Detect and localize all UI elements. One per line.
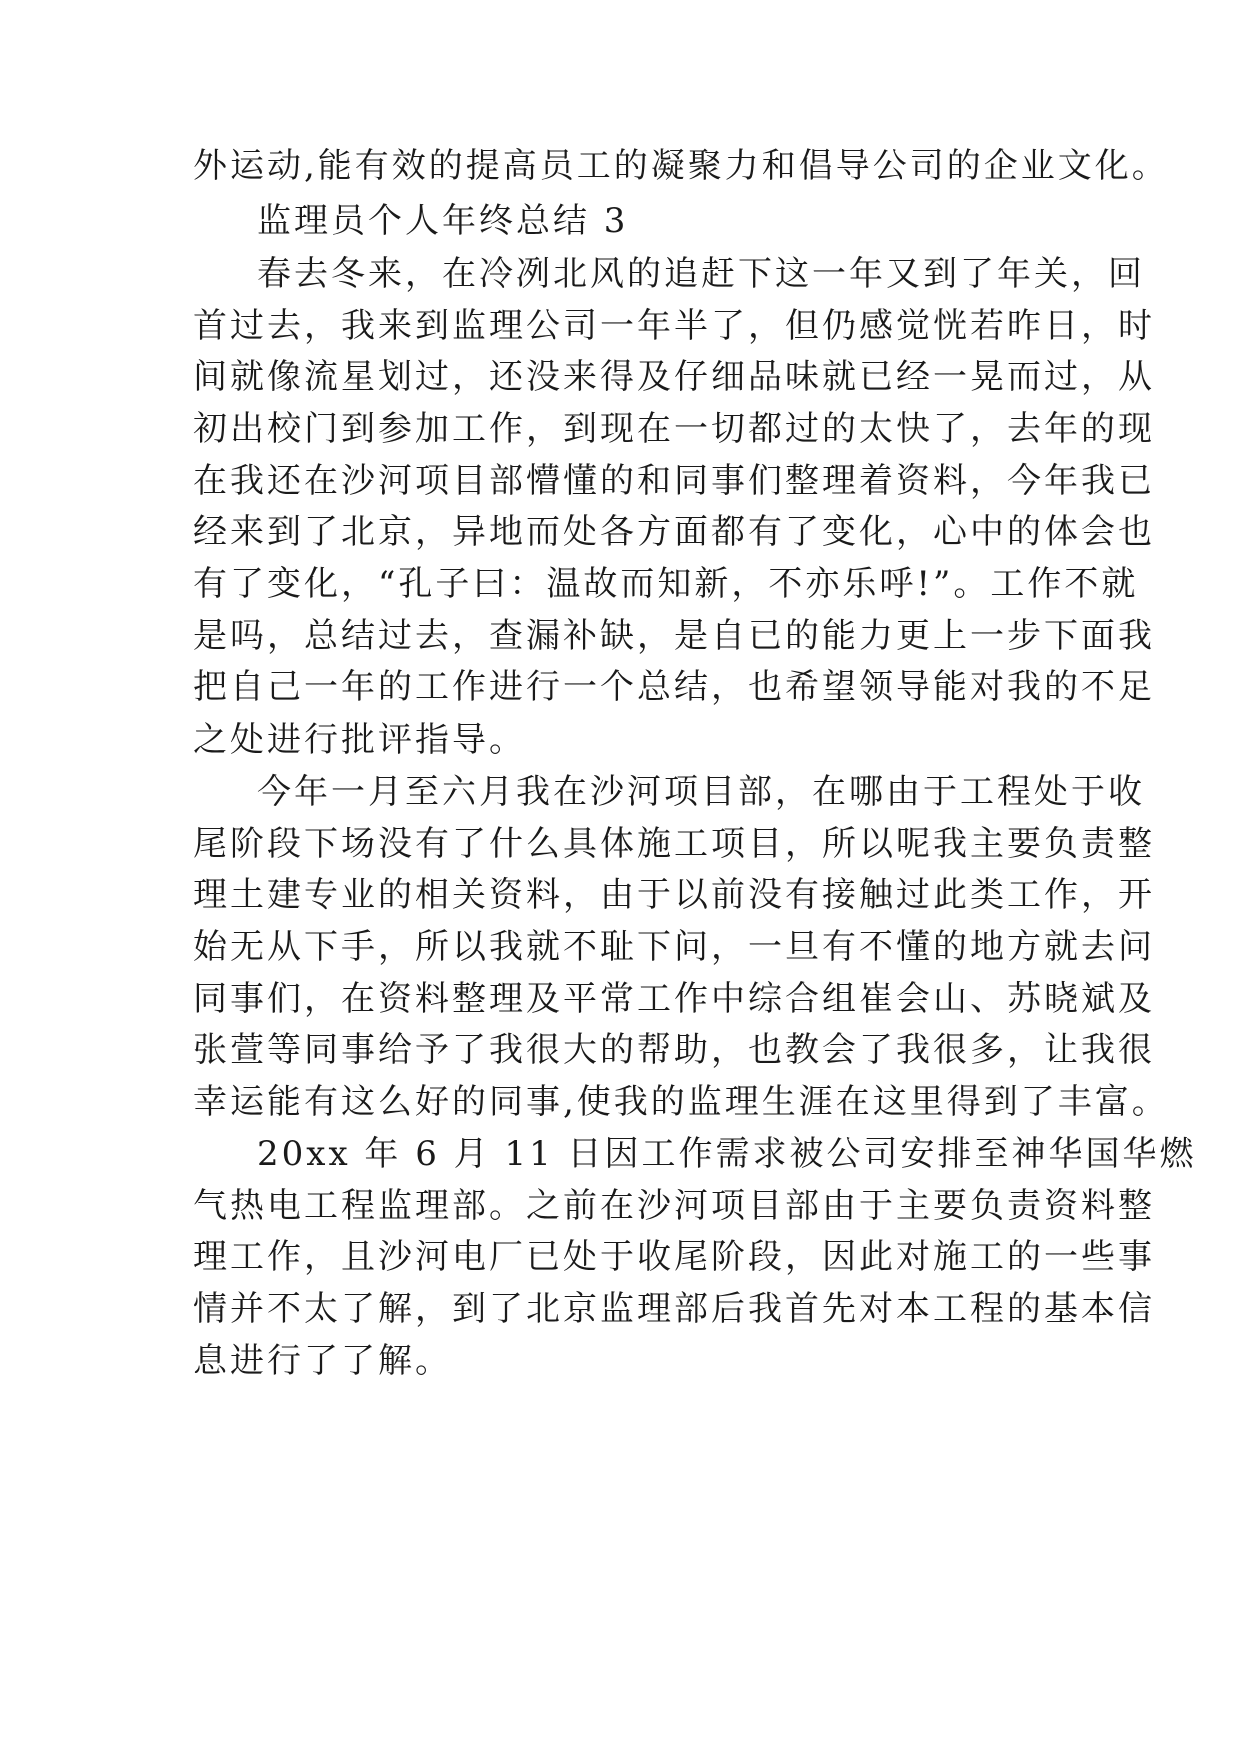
text-line: 经来到了北京，异地而处各方面都有了变化，心中的体会也 bbox=[193, 512, 1155, 552]
text-line: 是吗，总结过去，查漏补缺，是自已的能力更上一步下面我 bbox=[193, 616, 1155, 656]
text-line: 幸运能有这么好的同事,使我的监理生涯在这里得到了丰富。 bbox=[193, 1082, 1169, 1122]
text-line: 气热电工程监理部。之前在沙河项目部由于主要负责资料整 bbox=[193, 1186, 1155, 1226]
text-line: 间就像流星划过，还没来得及仔细品味就已经一晃而过，从 bbox=[193, 357, 1155, 397]
text-line: 外运动,能有效的提高员工的凝聚力和倡导公司的企业文化。 bbox=[193, 146, 1169, 186]
text-line: 首过去，我来到监理公司一年半了，但仍感觉恍若昨日，时 bbox=[193, 306, 1155, 346]
text-line: 理土建专业的相关资料，由于以前没有接触过此类工作，开 bbox=[193, 875, 1155, 915]
text-line: 息进行了了解。 bbox=[193, 1341, 452, 1381]
text-line: 始无从下手，所以我就不耻下问，一旦有不懂的地方就去问 bbox=[193, 927, 1155, 967]
section-heading: 监理员个人年终总结 3 bbox=[257, 201, 629, 241]
text-line: 在我还在沙河项目部懵懂的和同事们整理着资料，今年我已 bbox=[193, 461, 1155, 501]
text-line: 今年一月至六月我在沙河项目部，在哪由于工程处于收 bbox=[257, 772, 1145, 812]
text-line: 情并不太了解，到了北京监理部后我首先对本工程的基本信 bbox=[193, 1289, 1155, 1329]
text-line: 把自己一年的工作进行一个总结，也希望领导能对我的不足 bbox=[193, 667, 1155, 707]
text-line: 20xx 年 6 月 11 日因工作需求被公司安排至神华国华燃 bbox=[257, 1134, 1197, 1174]
text-line: 张萱等同事给予了我很大的帮助，也教会了我很多，让我很 bbox=[193, 1030, 1155, 1070]
text-line: 同事们，在资料整理及平常工作中综合组崔会山、苏晓斌及 bbox=[193, 979, 1155, 1019]
text-line: 春去冬来，在冷冽北风的追赶下这一年又到了年关，回 bbox=[257, 254, 1145, 294]
text-line: 有了变化，“孔子曰：温故而知新，不亦乐呼!”。工作不就 bbox=[193, 564, 1139, 604]
text-line: 之处进行批评指导。 bbox=[193, 720, 526, 760]
text-line: 尾阶段下场没有了什么具体施工项目，所以呢我主要负责整 bbox=[193, 824, 1155, 864]
text-line: 初出校门到参加工作，到现在一切都过的太快了，去年的现 bbox=[193, 409, 1155, 449]
text-line: 理工作，且沙河电厂已处于收尾阶段，因此对施工的一些事 bbox=[193, 1237, 1155, 1277]
